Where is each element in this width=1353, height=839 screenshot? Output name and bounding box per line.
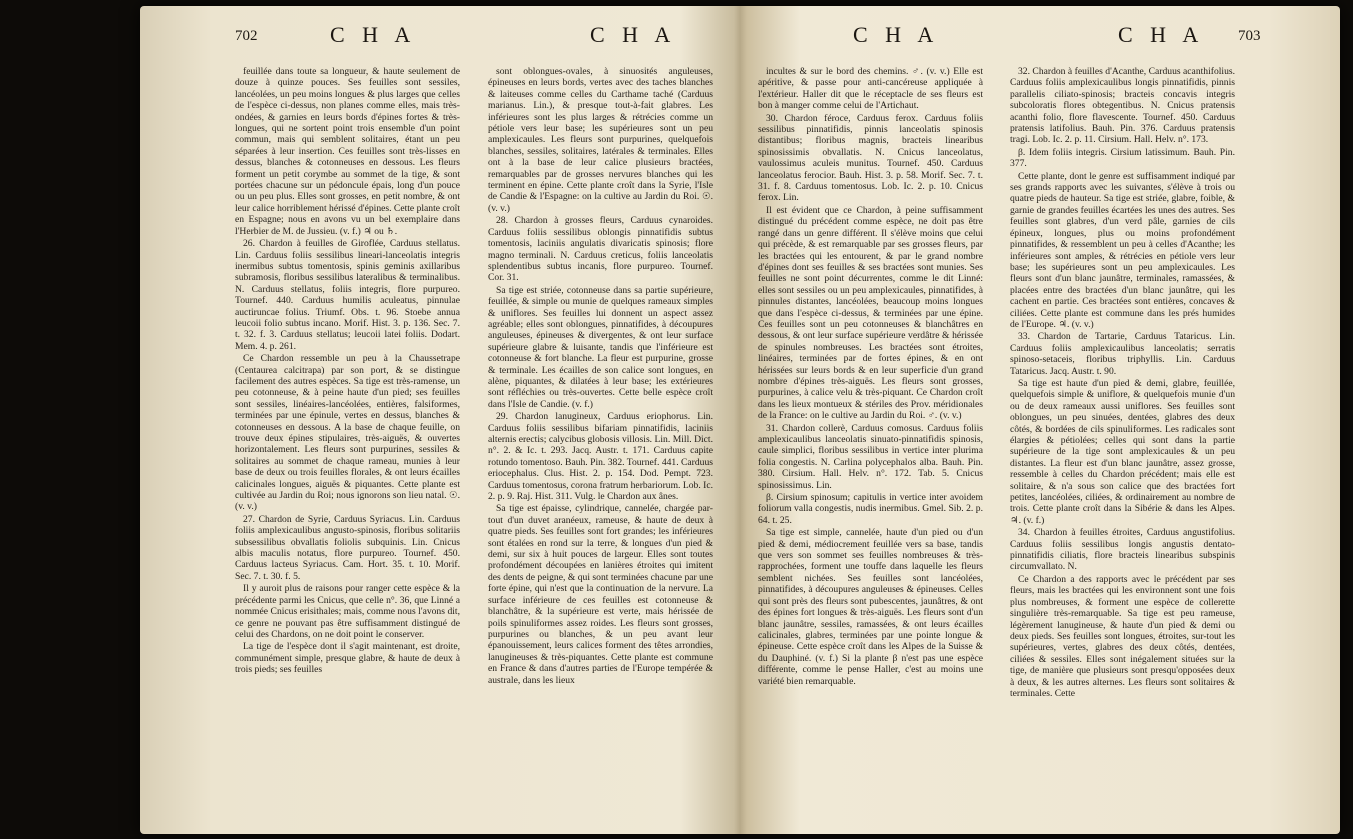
running-head-title: C H A	[1118, 22, 1205, 47]
paragraph: Sa tige est simple, cannelée, haute d'un pied ou d'un pied & demi, médiocrement feuillée vers sa base, tandis que vers son sommet ses feuilles nombreuses & très-rapprochées, forment une touffe dans laquelle les fleurs semblent nichées. Ses feuilles sont lancéolées, pinnatifides, à découpures anguleuses & épineuses. Celles qui sont près des fleurs sont pubescentes, jaunâtres, & ont des épines fort longues & très-aiguës. Les fleurs sont d'un blanc jaunâtre, sessiles, ramassées, & ont leurs écailles calicinales, glabres, terminées par une pointe longue & épineuse. Cette espèce croît dans les Alpes de la Suisse & du Dauphiné. (v. f.) Si la plante β n'est pas une espèce différente, comme le pense Haller, c'est au moins une variété bien remarquable.	[758, 527, 983, 687]
book-spread	[140, 6, 1340, 834]
running-head-title: C H A	[853, 22, 940, 47]
running-head-title: C H A	[590, 22, 677, 47]
paragraph: 30. Chardon féroce, Carduus ferox. Carduus foliis sessilibus pinnatifidis, pinnis lanceolatis spinosis distantibus; floribus magnis, bracteis linearibus spinosissimis obvallatis. N. Cnicus lanceolatus, vaulossimus aculeis munitus. Tournef. 450. Carduus lanceolatus ferocior. Bauh. Hist. 3. p. 58. Morif. Sec. 7. t. 31. f. 8. Carduus tomentosus. Lob. Ic. 2. p. 10. Cnicus ferox. Lin.	[758, 112, 983, 204]
left-running-head	[235, 20, 725, 60]
paragraph: 28. Chardon à grosses fleurs, Carduus cynaroides. Carduus foliis sessilibus oblongis pinnatifidis subtus tomentosis, laciniis angulatis divaricatis spinosis; flore magno terminali. N. Carduus creticus, foliis lanceolatis splendentibus subtus incanis, flore purpureo. Tournef. Cor. 31.	[488, 215, 713, 284]
paragraph: Sa tige est haute d'un pied & demi, glabre, feuillée, quelquefois simple & uniflore, & quelquefois munie d'un ou de deux rameaux aussi uniflores. Ses feuilles sont oblongues, un peu sinuées, dentées, glabres des deux côtés, & bordées de cils spinuliformes. Les radicales sont élargies & pétiolées; celles qui sont dans la partie supérieure de la tige sont amplexicaules & un peu distantes. La fleur est d'un blanc jaunâtre, assez grosse, ressemble à celles du Chardon précédent; mais elle est solitaire, & n'a sous son calice que des bractées fort petites, lancéolées, ciliées, & ordinairement au nombre de trois. Cette plante croît dans la Sibérie & dans les Alpes. ♃. (v. f.)	[1010, 377, 1235, 526]
left-page-column-1	[235, 66, 460, 816]
paragraph: 26. Chardon à feuilles de Giroflée, Carduus stellatus. Lin. Carduus foliis sessilibus lineari-lanceolatis integris inermibus subtus tomentosis, spinis geminis axillaribus subramosis, floribus sessilibus lateralibus & terminalibus. N. Carduus stellatus, foliis integris, flore purpureo. Tournef. 440. Carduus humilis aculeatus, pinnulae auctiruncae folius. Triumf. Obs. t. 96. Stoebe annua leucoii folio subtus incano. Morif. Hist. 3. p. 136. Sec. 7. t. 32. f. 3. Carduus stellatus; leucoii latei foliis. Dodart. Mem. 4. p. 261.	[235, 238, 460, 352]
paragraph: La tige de l'espèce dont il s'agit maintenant, est droite, communément simple, presque glabre, & haute de deux à trois pieds; ses feuilles	[235, 641, 460, 676]
paragraph: Il y auroit plus de raisons pour ranger cette espèce & la précédente parmi les Cnicus, que celle n°. 36, que Linné a nommée Cnicus erisithales; mais, comme nous l'avons dit, ce genre ne pouvant pas être suffisamment distingué de celui des Chardons, on ne doit point le conserver.	[235, 583, 460, 640]
paragraph: Ce Chardon ressemble un peu à la Chaussetrape (Centaurea calcitrapa) par son port, & se distingue facilement des autres espèces. Sa tige est très-ramense, un peu cotonneuse, & à peine haute d'un pied; ses feuilles sont sessiles, linéaires-lancéolées, entières, falsiformes, terminées par une épinule, vertes en dessus, blanches & cotonneuses en dessous. A la base de chaque feuille, on trouve deux épines stipulaires, très-aiguës, & ouvertes horizontalement. Les fleurs sont purpurines, sessiles & solitaires au sommet de chaque rameau, munies à leur base de deux ou trois feuilles florales, & ont leurs écailles calicinales longues, aiguës & piquantes. Cette plante est cultivée au Jardin du Roi; nous ignorons son lieu natal. ☉. (v. v.)	[235, 353, 460, 513]
paragraph: Sa tige est épaisse, cylindrique, cannelée, chargée par-tout d'un duvet aranéeux, rameuse, & haute de deux à quatre pieds. Ses feuilles sont fort grandes; les inférieures sont étalées en rond sur la terre, & longues d'un pied & demi, sur six à huit pouces de largeur. Elles sont toutes profondément découpées en lanières étroites qui imitent des dents de peigne, & qui sont terminées chacune par une forte épine, qui n'est que la continuation de la nervure. La surface inférieure de ces feuilles est cotonneuse & blanchâtre, & la supérieure est verte, mais hérissée de poils spinuliformes assez roides. Les fleurs sont grosses, purpurines ou blanches, & un peu avant leur épanouissement, leurs calices forment des têtes arrondies, lanugineuses & très-piquantes. Cette plante est commune en France & dans d'autres parties de l'Europe tempérée & australe, dans les lieux	[488, 503, 713, 686]
paragraph: β. Cirsium spinosum; capitulis in vertice inter avoidem foliorum valla congestis, nudis inermibus. Gmel. Sib. 2. p. 64. t. 25.	[758, 492, 983, 526]
paragraph: 27. Chardon de Syrie, Carduus Syriacus. Lin. Carduus foliis amplexicaulibus angusto-spinosis, floribus solitariis subsessilibus obvallatis foliolis subquinis. Lin. Cnicus albis maculis notatus, flore purpureo. Tournef. 450. Carduus lacteus Syriacus. Cam. Hort. 35. t. 10. Morif. Sec. 7. t. 30. f. 5.	[235, 513, 460, 582]
right-page-column-1	[758, 66, 983, 816]
paragraph: Cette plante, dont le genre est suffisamment indiqué par ses grands rapports avec les suivantes, s'élève à trois ou quatre pieds de hauteur. Sa tige est striée, glabre, foible, & garnie de grandes feuilles écartées les unes des autres. Ses feuilles sont glabres, d'un verd pâle, garnies de cils épineux, longues, plus ou moins profondément pinnatifides, & ressemblent un peu à celles d'Acanthe; les inférieures sont amples, & rétrécies en pétiole vers leur base; les supérieures sont un peu amplexicaules. Les fleurs sont d'un blanc jaunâtre, terminales, ramassées, & placées entre des bractées d'un blanc jaunâtre, qui les cachent en partie. Ces bractées sont entières, concaves & ciliées. Cette plante est commune dans les prés humides de l'Europe. ♃. (v. v.)	[1010, 170, 1235, 330]
paragraph: 33. Chardon de Tartarie, Carduus Tataricus. Lin. Carduus foliis amplexicaulibus lanceolatis; serratis spinoso-setaceis, floribus triphyllis. Lin. Carduus Tataricus. Jacq. Austr. t. 90.	[1010, 331, 1235, 377]
paragraph: 34. Chardon à feuilles étroites, Carduus angustifolius. Carduus foliis sessilibus longis angustis dentato-pinnatifidis ciliatis, flore bracteis linearibus subspinis circumvallato. N.	[1010, 527, 1235, 573]
right-running-head	[758, 20, 1278, 60]
paragraph: β. Idem foliis integris. Cirsium latissimum. Bauh. Pin. 377.	[1010, 146, 1235, 170]
paragraph: 32. Chardon à feuilles d'Acanthe, Carduus acanthifolius. Carduus foliis amplexicaulibus longis pinnatifidis, pinnis parallelis ciliato-spinosis; bracteis concavis integris subcoloratis flores obtegentibus. N. Cnicus pratensis acanthi folio, flore flavescente. Tournef. 450. Carduus pratensis latifolius. Bauh. Pin. 376. Carduus pratensis tragi. Lob. Ic. 2. p. 11. Cirsium. Hall. Helv. n°. 173.	[1010, 66, 1235, 146]
paragraph: 29. Chardon lanugineux, Carduus eriophorus. Lin. Carduus foliis sessilibus bifariam pinnatifidis, laciniis alternis erectis; calycibus globosis villosis. Lin. Mill. Dict. n°. 2. & Ic. t. 293. Jacq. Austr. t. 171. Carduus capite rotundo tomentoso. Bauh. Pin. 382. Tournef. 441. Carduus eriocephalus. Clus. Hist. 2. p. 154. Dod. Pempt. 723. Carduus tomentosus, corona fratrum herbariorum. Lob. Ic. 2. p. 9. Raj. Hist. 311. Vulg. le Chardon aux ânes.	[488, 411, 713, 503]
page-number: 703	[1238, 28, 1261, 44]
right-page	[758, 66, 1278, 816]
paragraph: sont oblongues-ovales, à sinuosités anguleuses, épineuses en leurs bords, vertes avec des taches blanches & laiteuses comme celles du Carthame taché (Carduus marianus. Lin.), & presque tout-à-fait glabres. Les inférieures sont les plus larges & rétrécies comme un pétiole vers leur base; les supérieures sont un peu amplexicaules. Les fleurs sont purpurines, quelquefois blanches, sessiles, solitaires, latérales & terminales. Elles ont à la base de leur calice plusieurs bractées, remarquables par de grosses nervures blanches qui les terminent en épine. Cette plante croît dans la Syrie, l'Isle de Candie & l'Espagne: on la cultive au Jardin du Roi. ☉. (v. v.)	[488, 66, 713, 214]
left-page-column-2	[488, 66, 713, 816]
paragraph: feuillée dans toute sa longueur, & haute seulement de douze à quinze pouces. Ses feuilles sont sessiles, lancéolées, un peu moins longues & plus larges que celles de l'espèce ci-dessus, non planes comme elles, mais très-ondées, & garnies en leurs bords d'épines fortes & très-longues, qui ne sortent point trois ensemble d'un point commun, mais qui semblent solitaires, étant un peu séparées à leur insertion. Ces feuilles sont très-lisses en dessus, blanches & cotonneuses en dessous. Les fleurs forment un petit corymbe au sommet de la tige, & sont portées chacune sur un pédoncule épais, long d'un pouce ou un peu plus. Elles sont grosses, en petit nombre, & ont leur calice horriblement hérissé d'épines. Cette plante croît en Espagne; nous en avons vu un bel exemplaire dans l'Herbier de M. de Jussieu. (v. f.) ♃ ou ♄.	[235, 66, 460, 237]
running-head-title: C H A	[330, 22, 417, 47]
paragraph: Il est évident que ce Chardon, à peine suffisamment distingué du précédent comme espèce, ne doit pas être rangé dans un genre différent. Il s'élève moins que celui qui précède, & est remarquable par ses grosses fleurs, par les bractées qui les entourent, & par le grand nombre d'épines dont ses feuilles & ses bractées sont munies. Ses feuilles ne sont point décurrentes, comme le dit Linné: elles sont sessiles ou un peu amplexicaules, pinnatifides, à pinnules distantes, lancéolées, beaucoup moins longues que dans l'espèce ci-dessus, & terminées par une épine. Ces feuilles sont un peu cotonneuses & blanchâtres en dessous, & ont leur surface supérieure verdâtre & hérissée de spinules nombreuses. Les bractées sont étroites, linéaires, terminées par de fortes épines, & en ont hérissées sur leurs bords & en leur superficie d'un grand nombre d'épines très-aiguës. Les fleurs sont grosses, purpurines, à calice velu & très-piquant. Ce Chardon croît dans les lieux montueux & stériles des Prov. méridionales de la France: on le cultive au Jardin du Roi. ♂. (v. v.)	[758, 204, 983, 422]
left-page	[235, 66, 725, 816]
paragraph: Sa tige est striée, cotonneuse dans sa partie supérieure, feuillée, & simple ou munie de quelques rameaux simples & uniflores. Ses feuilles lui donnent un aspect assez agréable; elles sont oblongues, pinnatifides, à découpures anguleuses, épineuses & divergentes, & ont leur surface supérieure glabre & luisante, tandis que l'inférieure est cotonneuse & fort blanche. La fleur est purpurine, grosse & terminale. Les écailles de son calice sont longues, en alène, piquantes, & dilatées à leur base; les extérieures sont réfléchies ou très-ouvertes. Cette belle espèce croît dans l'Isle de Candie. (v. f.)	[488, 284, 713, 410]
paragraph: 31. Chardon collerè, Carduus comosus. Carduus foliis amplexicaulibus lanceolatis sinuato-pinnatifidis spinosis, caule simplici, floribus sessilibus in vertice inter plurima folia congestis. N. Carlina polycephalos alba. Bauh. Pin. 380. Cirsium. Hall. Helv. n°. 172. Tab. 5. Cnicus spinosissimus. Lin.	[758, 422, 983, 491]
page-number: 702	[235, 28, 258, 44]
paragraph: Ce Chardon a des rapports avec le précédent par ses fleurs, mais les bractées qui les environnent sont une fois plus nombreuses, & forment une espèce de collerette singulière très-remarquable. Sa tige est peu rameuse, légèrement lanugineuse, & haute d'un pied & demi ou deux pieds. Ses feuilles sont longues, étroites, sur-tout les supérieures, vertes, glabres des deux côtés, dentées, ciliées & sessiles. Elles sont inégalement situées sur la tige, de manière que plusieurs sont presqu'opposées deux à deux, & les autres alternes. Les fleurs sont solitaires & terminales. Cette	[1010, 573, 1235, 699]
right-page-column-2	[1010, 66, 1235, 816]
paragraph: incultes & sur le bord des chemins. ♂. (v. v.) Elle est apéritive, & passe pour anti-cancéreuse appliquée à l'extérieur. Haller dit que le réceptacle de ses fleurs est bon à manger comme celui de l'Artichaut.	[758, 66, 983, 112]
